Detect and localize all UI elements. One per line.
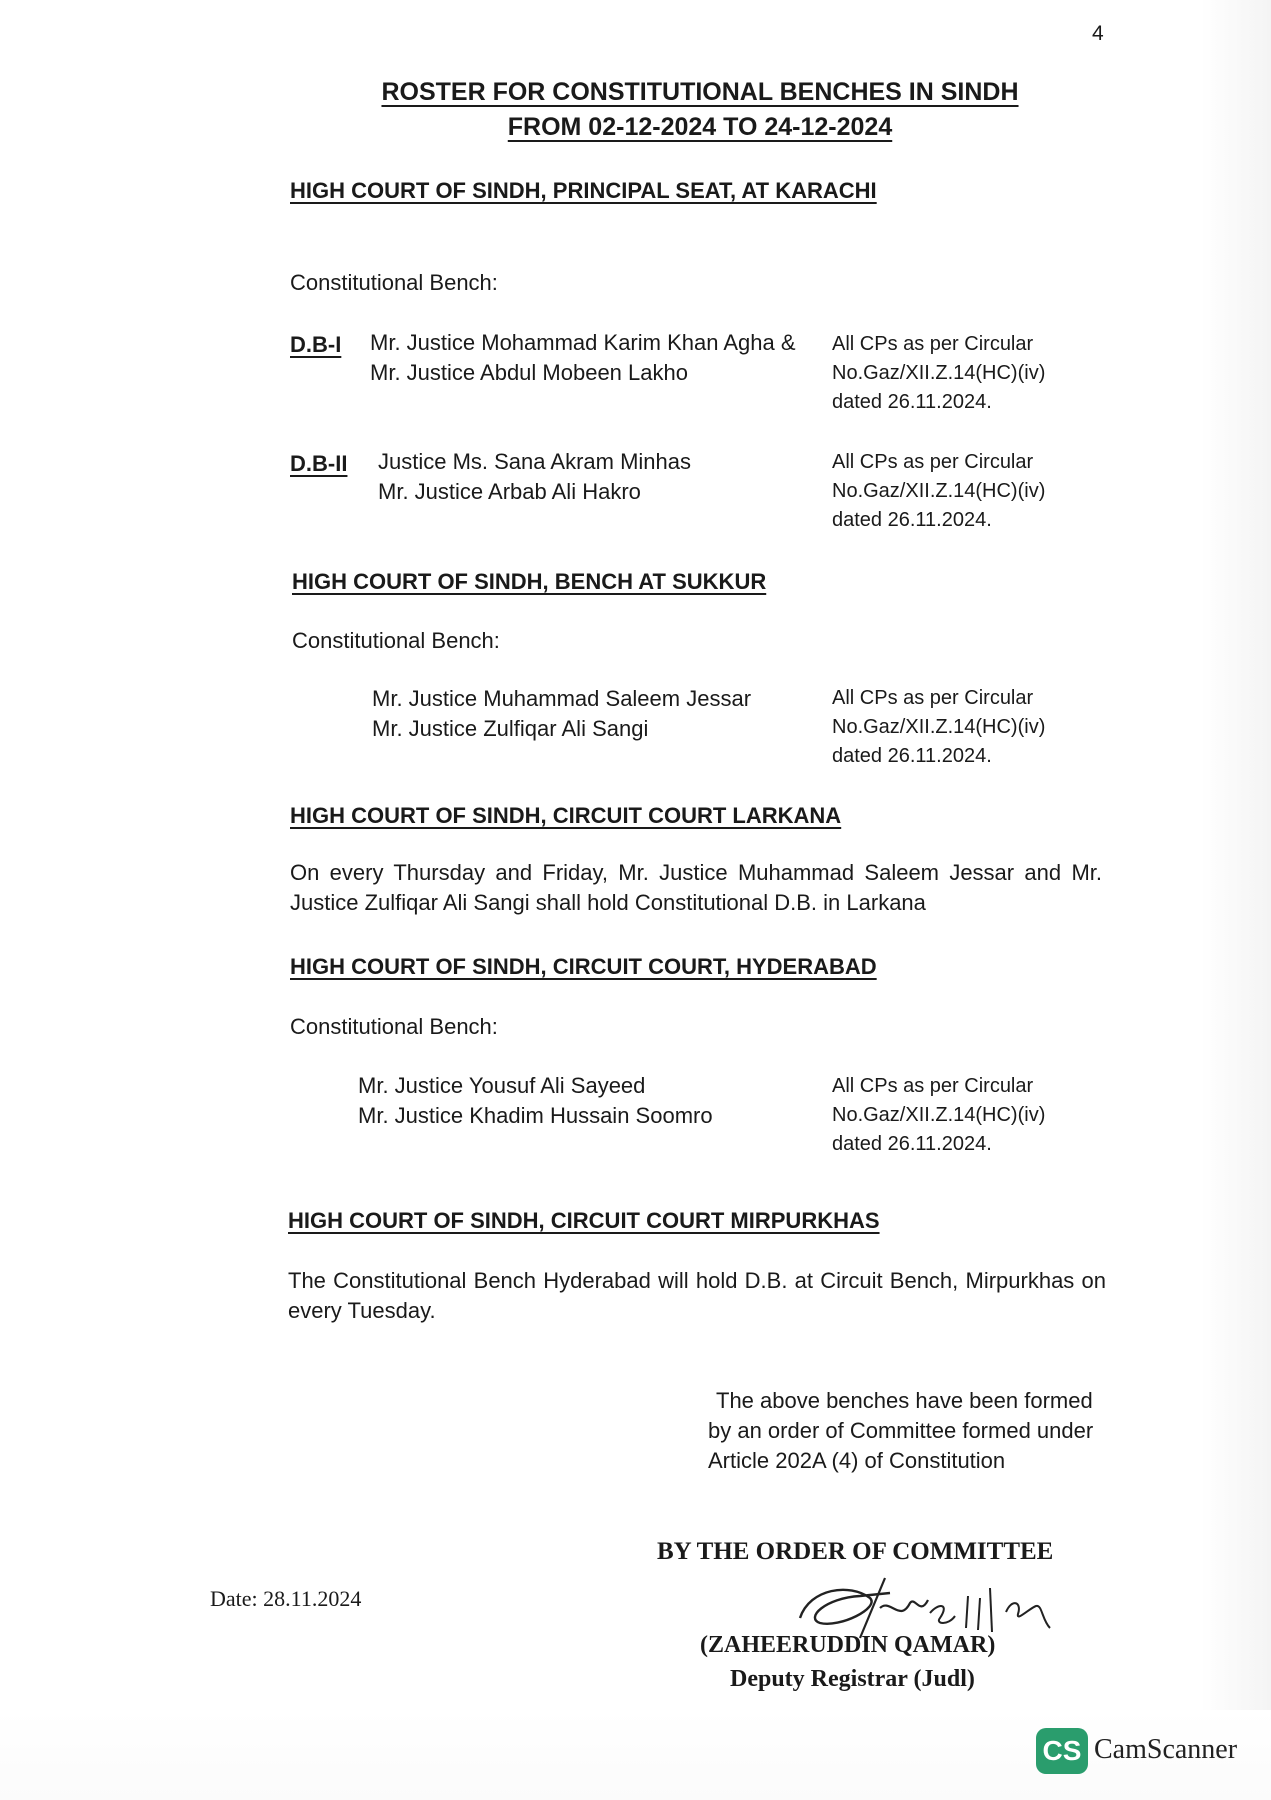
db1-circular-line-1: All CPs as per Circular xyxy=(832,333,1034,355)
db1-circular-line-3: dated 26.11.2024. xyxy=(832,391,992,413)
karachi-bench-label: Constitutional Bench: xyxy=(290,270,498,295)
signatory-designation: Deputy Registrar (Judl) xyxy=(730,1666,975,1692)
db2-circular xyxy=(832,448,1045,535)
db1-circular-line-2: No.Gaz/XII.Z.14(HC)(iv) xyxy=(832,362,1046,384)
larkana-text: On every Thursday and Friday, Mr. Justice Muhammad Saleem Jessar and Mr. Justice Zulfiqar Ali Sangi shall hold Constitutional D.B. in Larkana xyxy=(290,860,1102,915)
formation-note xyxy=(708,1386,1093,1476)
hyderabad-bench-label: Constitutional Bench: xyxy=(290,1014,498,1039)
title-line-2: FROM 02-12-2024 TO 24-12-2024 xyxy=(507,113,893,141)
camscanner-logo-icon: CS xyxy=(1036,1728,1088,1774)
db1-circular xyxy=(832,330,1045,417)
sukkur-judge-2: Mr. Justice Zulfiqar Ali Sangi xyxy=(372,716,649,741)
sukkur-judge-1: Mr. Justice Muhammad Saleem Jessar xyxy=(372,686,752,711)
larkana-heading: HIGH COURT OF SINDH, CIRCUIT COURT LARKANA xyxy=(290,803,842,828)
db2-judge-1: Justice Ms. Sana Akram Minhas xyxy=(378,449,692,474)
hyderabad-circular-line-2: No.Gaz/XII.Z.14(HC)(iv) xyxy=(832,1104,1046,1126)
formation-note-line-2: by an order of Committee formed under xyxy=(708,1418,1094,1443)
db2-judges xyxy=(378,447,691,507)
sukkur-circular-line-1: All CPs as per Circular xyxy=(832,687,1034,709)
camscanner-watermark: CamScanner xyxy=(1094,1734,1238,1765)
hyderabad-circular xyxy=(832,1072,1045,1159)
db2-circular-line-1: All CPs as per Circular xyxy=(832,451,1034,473)
db1-judge-1: Mr. Justice Mohammad Karim Khan Agha & xyxy=(370,330,796,355)
sukkur-circular-line-3: dated 26.11.2024. xyxy=(832,745,992,767)
hyderabad-judges xyxy=(358,1071,713,1131)
db2-circular-line-2: No.Gaz/XII.Z.14(HC)(iv) xyxy=(832,480,1046,502)
hyderabad-circular-line-1: All CPs as per Circular xyxy=(832,1075,1034,1097)
document-date: Date: 28.11.2024 xyxy=(210,1586,362,1611)
db1-judges xyxy=(370,328,796,388)
db1-tag: D.B-I xyxy=(290,332,342,357)
sukkur-heading: HIGH COURT OF SINDH, BENCH AT SUKKUR xyxy=(292,569,767,594)
sukkur-judges xyxy=(372,684,751,744)
page-edge-shadow xyxy=(1201,0,1271,1710)
title-line-1: ROSTER FOR CONSTITUTIONAL BENCHES IN SINDH xyxy=(381,78,1019,106)
formation-note-line-1: The above benches have been formed xyxy=(716,1388,1093,1413)
signatory-name: (ZAHEERUDDIN QAMAR) xyxy=(700,1632,996,1658)
karachi-heading: HIGH COURT OF SINDH, PRINCIPAL SEAT, AT KARACHI xyxy=(290,178,877,203)
hyderabad-judge-1: Mr. Justice Yousuf Ali Sayeed xyxy=(358,1073,646,1098)
sukkur-bench-label: Constitutional Bench: xyxy=(292,628,500,653)
db2-circular-line-3: dated 26.11.2024. xyxy=(832,509,992,531)
db2-judge-2: Mr. Justice Arbab Ali Hakro xyxy=(378,479,641,504)
hyderabad-circular-line-3: dated 26.11.2024. xyxy=(832,1133,992,1155)
mirpurkhas-heading: HIGH COURT OF SINDH, CIRCUIT COURT MIRPURKHAS xyxy=(288,1208,880,1233)
db1-judge-2: Mr. Justice Abdul Mobeen Lakho xyxy=(370,360,688,385)
hyderabad-heading: HIGH COURT OF SINDH, CIRCUIT COURT, HYDERABAD xyxy=(290,954,877,979)
sukkur-circular xyxy=(832,684,1045,771)
order-line: BY THE ORDER OF COMMITTEE xyxy=(657,1538,1054,1565)
hyderabad-judge-2: Mr. Justice Khadim Hussain Soomro xyxy=(358,1103,713,1128)
db2-tag: D.B-II xyxy=(290,451,348,476)
sukkur-circular-line-2: No.Gaz/XII.Z.14(HC)(iv) xyxy=(832,716,1046,738)
formation-note-line-3: Article 202A (4) of Constitution xyxy=(708,1448,1006,1473)
mirpurkhas-text: The Constitutional Bench Hyderabad will hold D.B. at Circuit Bench, Mirpurkhas on every Tuesday. xyxy=(288,1268,1106,1323)
page-number: 4 xyxy=(1092,22,1104,45)
